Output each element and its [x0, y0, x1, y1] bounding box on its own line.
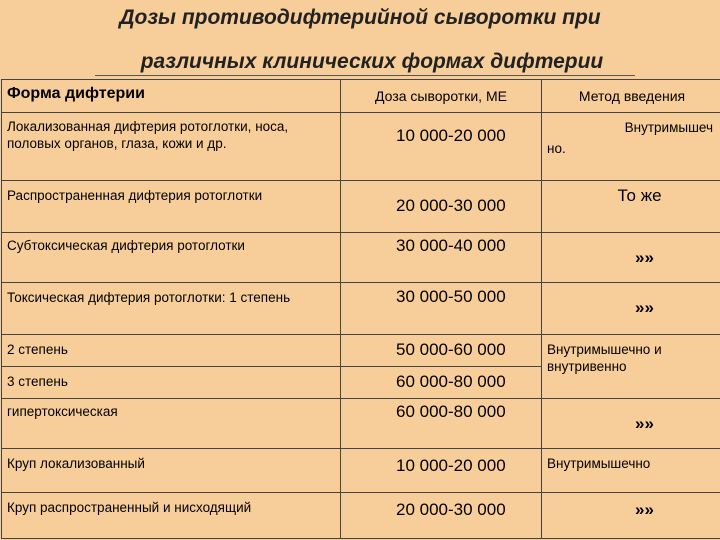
row-form: 2 степень: [2, 335, 341, 367]
row-method-line-1: Внутримышеч: [624, 120, 713, 135]
row-form: Локализованная дифтерия ротоглотки, носа, половых органов, глаза, кожи и др.: [2, 113, 341, 181]
row-form: 3 степень: [2, 367, 341, 399]
table-row: [2, 449, 720, 493]
row-form: Токсическая дифтерия ротоглотки: 1 степень: [2, 283, 341, 335]
title-line-2: различных клинических формах дифтерии: [140, 50, 604, 73]
row-dose: 30 000-40 000: [341, 233, 542, 283]
header-form: Форма дифтерии: [2, 80, 341, 113]
row-dose: 20 000-30 000: [341, 181, 542, 233]
table-header-row: [2, 80, 720, 113]
header-dose: Доза сыворотки, МЕ: [341, 80, 542, 113]
header-method: Метод введения: [542, 80, 720, 113]
row-form: Круп распространенный и нисходящий: [2, 493, 341, 539]
table-row: [2, 283, 720, 335]
row-dose: 60 000-80 000: [341, 399, 542, 449]
row-form: Круп локализованный: [2, 449, 341, 493]
row-form: гипертоксическая: [2, 399, 341, 449]
table-row: [2, 113, 720, 181]
table-row: [2, 181, 720, 233]
row-method-ditto: »»: [542, 493, 720, 539]
table-row: [2, 233, 720, 283]
title-line-1: Дозы противодифтерийной сыворотки при: [119, 6, 601, 29]
row-method-line-2: но.: [547, 141, 566, 156]
row-form: Распространенная дифтерия ротоглотки: [2, 181, 341, 233]
row-method-ditto: »»: [542, 283, 720, 335]
table-row: [2, 335, 720, 367]
row-method-ditto: »»: [542, 233, 720, 283]
row-dose: 10 000-20 000: [341, 113, 542, 181]
row-form: Субтоксическая дифтерия ротоглотки: [2, 233, 341, 283]
serum-dose-table: [1, 79, 720, 539]
row-dose: 60 000-80 000: [341, 367, 542, 399]
row-dose: 20 000-30 000: [341, 493, 542, 539]
row-method: Внутримышечно: [542, 449, 720, 493]
table-row: [2, 493, 720, 539]
table-row: [2, 399, 720, 449]
row-method: То же: [542, 181, 720, 233]
row-dose: 30 000-50 000: [341, 283, 542, 335]
row-method: [542, 113, 720, 181]
title-underline: [95, 75, 635, 76]
row-dose: 50 000-60 000: [341, 335, 542, 367]
row-method: Внутримышечно и внутривенно: [542, 335, 720, 399]
row-method-ditto: »»: [542, 399, 720, 449]
row-dose: 10 000-20 000: [341, 449, 542, 493]
